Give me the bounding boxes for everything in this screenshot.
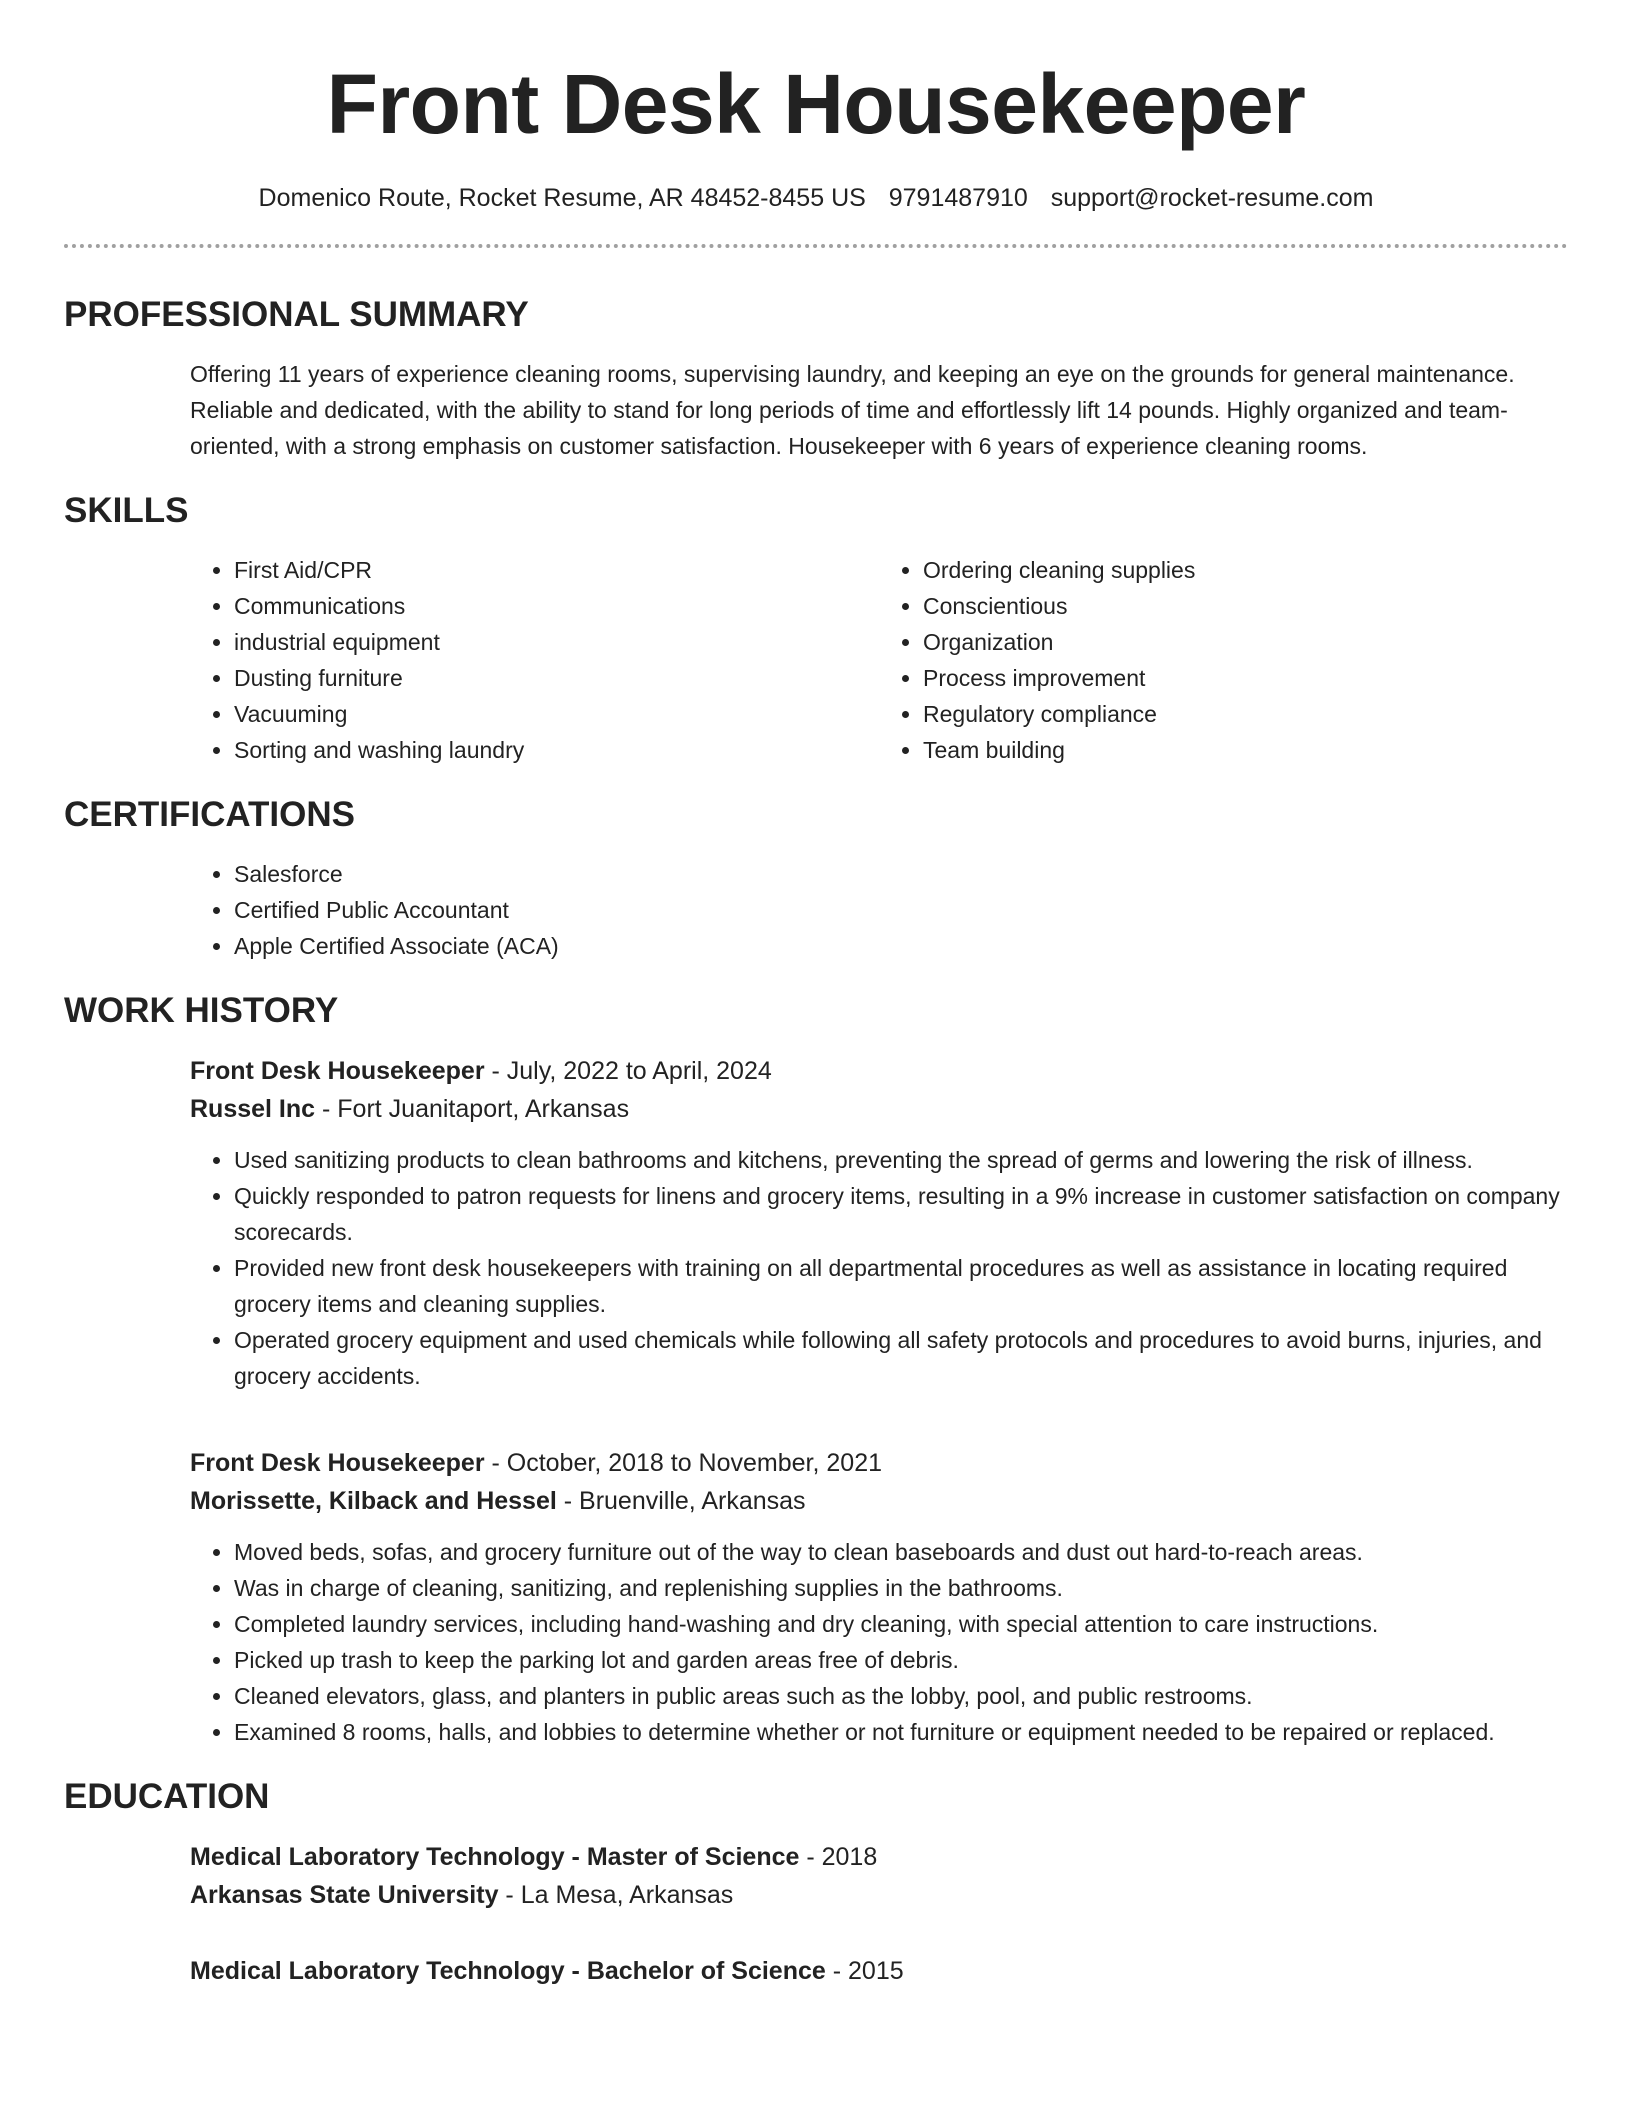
job-bullet: • Operated grocery equipment and used chemicals while following all safety protocols and procedures to avoid burns, injuries, and grocery accidents. xyxy=(234,1322,1568,1394)
education-location: - La Mesa, Arkansas xyxy=(498,1881,734,1909)
work-history-section xyxy=(64,990,1568,1750)
contact-email: support@rocket-resume.com xyxy=(1050,184,1374,212)
job-org-line xyxy=(190,1482,1568,1520)
contact-address: Domenico Route, Rocket Resume, AR 48452-8455 US xyxy=(258,184,866,212)
skills-right-list xyxy=(879,552,1568,768)
certification-item: • Apple Certified Associate (ACA) xyxy=(234,928,1568,964)
job-title: Front Desk Housekeeper xyxy=(190,1057,485,1085)
education-school: Arkansas State University xyxy=(190,1881,499,1909)
job-bullet: • Moved beds, sofas, and grocery furniture out of the way to clean baseboards and dust out hard-to-reach areas. xyxy=(234,1534,1568,1570)
education-year: - 2018 xyxy=(799,1843,878,1871)
education-section xyxy=(64,1776,1568,1990)
certifications-body xyxy=(190,856,1568,964)
summary-text: Offering 11 years of experience cleaning rooms, supervising laundry, and keeping an eye on the grounds for general maintenance. Reliable and dedicated, with the ability to stand for long periods of time and effortlessly lift 14 pounds. Highly organized and team-oriented, with a strong emphasis on customer satisfaction. Housekeeper with 6 years of experience cleaning rooms. xyxy=(190,361,1515,459)
job-bullet: • Cleaned elevators, glass, and planters in public areas such as the lobby, pool, and public restrooms. xyxy=(234,1678,1568,1714)
skills-left-list xyxy=(190,552,879,768)
skill-item: • Conscientious xyxy=(923,588,1568,624)
job-bullet: • Picked up trash to keep the parking lot and garden areas free of debris. xyxy=(234,1642,1568,1678)
certifications-heading: CERTIFICATIONS xyxy=(64,795,356,834)
job-bullets xyxy=(190,1534,1568,1750)
job-company: Morissette, Kilback and Hessel xyxy=(190,1487,557,1515)
skills-section xyxy=(64,490,1568,768)
job-bullet: • Was in charge of cleaning, sanitizing, and replenishing supplies in the bathrooms. xyxy=(234,1570,1568,1606)
job-org-line xyxy=(190,1090,1568,1128)
education-school-line xyxy=(190,1876,1568,1914)
job-location: - Bruenville, Arkansas xyxy=(556,1487,806,1515)
skill-item: • Regulatory compliance xyxy=(923,696,1568,732)
skills-heading: SKILLS xyxy=(64,491,189,530)
skill-item: • Vacuuming xyxy=(234,696,879,732)
job-title-line xyxy=(190,1052,1568,1090)
education-entry xyxy=(190,1838,1568,1914)
skill-item: • Communications xyxy=(234,588,879,624)
job-company: Russel Inc xyxy=(190,1095,316,1123)
certifications-section xyxy=(64,794,1568,964)
education-year: - 2015 xyxy=(825,1957,904,1985)
education-heading: EDUCATION xyxy=(64,1777,270,1816)
skills-grid xyxy=(190,552,1568,768)
skill-item: • Organization xyxy=(923,624,1568,660)
education-degree: Medical Laboratory Technology - Master of Science xyxy=(190,1843,800,1871)
job-bullet: • Provided new front desk housekeepers with training on all departmental procedures as well as assistance in locating required grocery items and cleaning supplies. xyxy=(234,1250,1568,1322)
job-bullet: • Examined 8 rooms, halls, and lobbies to determine whether or not furniture or equipment needed to be repaired or replaced. xyxy=(234,1714,1568,1750)
summary-heading: PROFESSIONAL SUMMARY xyxy=(64,295,529,334)
education-degree-line xyxy=(190,1838,1568,1876)
job-bullet: • Completed laundry services, including hand-washing and dry cleaning, with special attention to care instructions. xyxy=(234,1606,1568,1642)
resume-name: Front Desk Housekeeper xyxy=(326,57,1306,151)
skill-item: • First Aid/CPR xyxy=(234,552,879,588)
job-bullet: • Used sanitizing products to clean bathrooms and kitchens, preventing the spread of germs and lowering the risk of illness. xyxy=(234,1142,1568,1178)
certification-item: • Certified Public Accountant xyxy=(234,892,1568,928)
skill-item: • industrial equipment xyxy=(234,624,879,660)
work-history-heading: WORK HISTORY xyxy=(64,991,339,1030)
job-entry xyxy=(190,1444,1568,1750)
summary-body xyxy=(190,356,1568,464)
header-divider xyxy=(64,244,1568,248)
job-entry xyxy=(190,1052,1568,1394)
certification-item: • Salesforce xyxy=(234,856,1568,892)
contact-line xyxy=(64,182,1568,214)
skill-item: • Ordering cleaning supplies xyxy=(923,552,1568,588)
skill-item: • Dusting furniture xyxy=(234,660,879,696)
education-degree: Medical Laboratory Technology - Bachelor of Science xyxy=(190,1957,826,1985)
job-title-line xyxy=(190,1444,1568,1482)
skill-item: • Process improvement xyxy=(923,660,1568,696)
job-location: - Fort Juanitaport, Arkansas xyxy=(315,1095,630,1123)
job-dates: - July, 2022 to April, 2024 xyxy=(484,1057,772,1085)
certifications-list xyxy=(190,856,1568,964)
skill-item: • Team building xyxy=(923,732,1568,768)
work-history-body xyxy=(190,1052,1568,1750)
summary-section xyxy=(64,294,1568,464)
education-entry xyxy=(190,1952,1568,1990)
job-bullet: • Quickly responded to patron requests for linens and grocery items, resulting in a 9% increase in customer satisfaction on company scorecards. xyxy=(234,1178,1568,1250)
job-bullets xyxy=(190,1142,1568,1394)
education-degree-line xyxy=(190,1952,1568,1990)
job-title: Front Desk Housekeeper xyxy=(190,1449,485,1477)
skill-item: • Sorting and washing laundry xyxy=(234,732,879,768)
education-body xyxy=(190,1838,1568,1990)
job-dates: - October, 2018 to November, 2021 xyxy=(484,1449,883,1477)
contact-phone: 9791487910 xyxy=(888,184,1028,212)
